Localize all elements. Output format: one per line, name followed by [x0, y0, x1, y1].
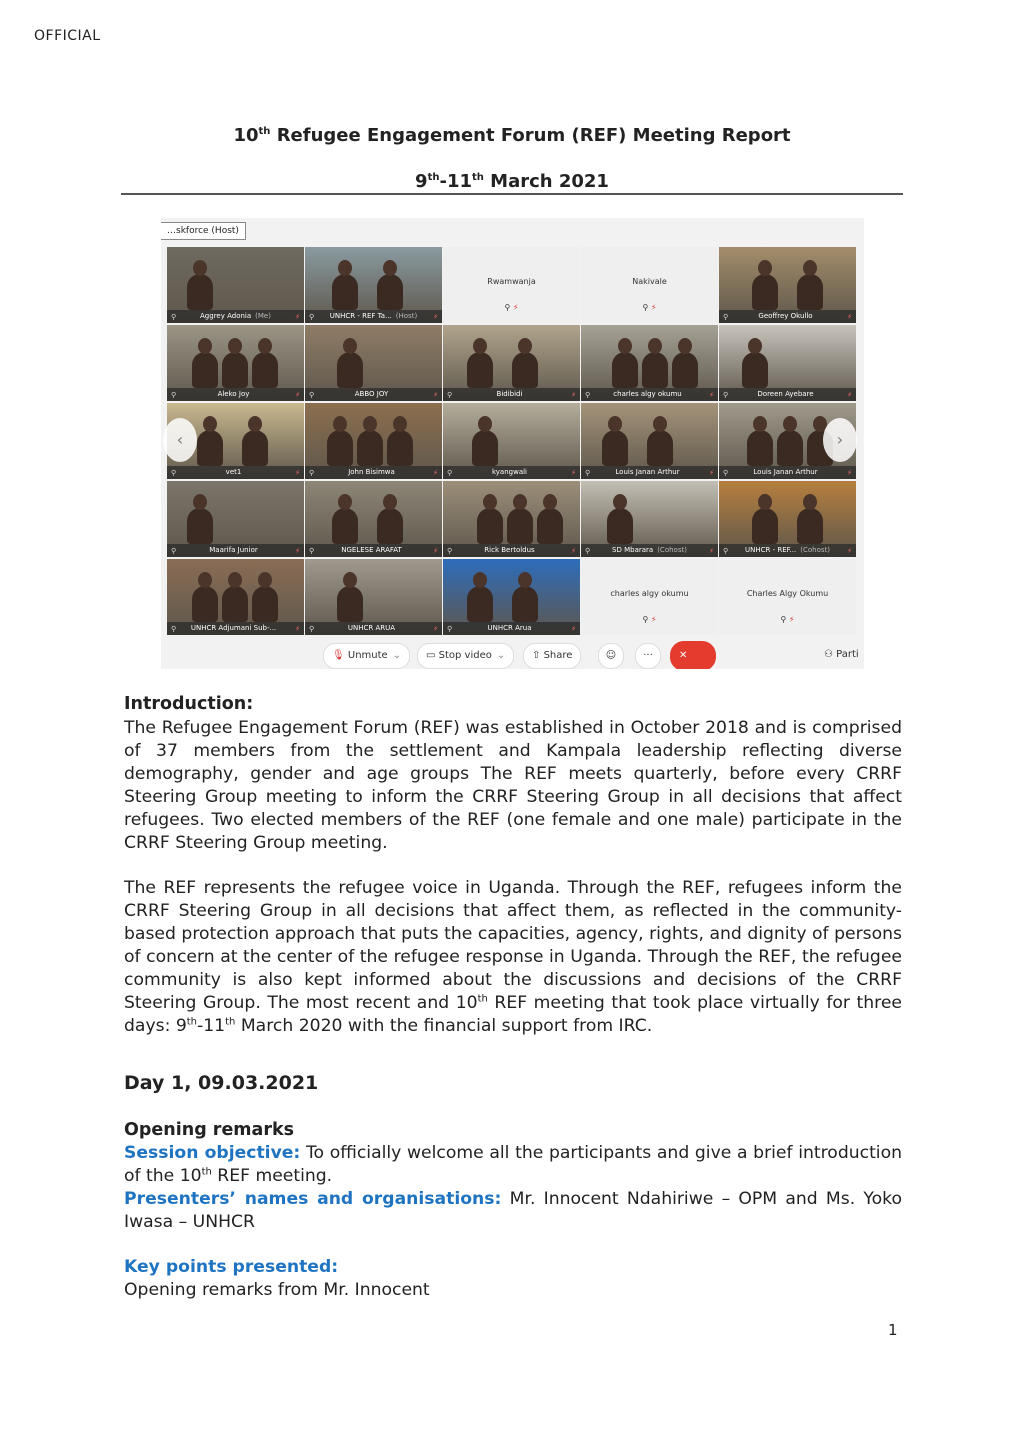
introduction-body	[124, 717, 902, 1038]
mic-muted-icon: ⚡	[433, 625, 438, 633]
participant-tile[interactable]	[581, 247, 718, 323]
participant-status-icons	[719, 615, 856, 624]
participant-figure	[747, 430, 773, 466]
mic-muted-icon: ⚡	[295, 391, 300, 399]
chevron-down-icon: ⌄	[392, 650, 402, 661]
participant-figure	[507, 508, 533, 544]
mic-muted-icon: ⚡	[295, 313, 300, 321]
participant-nameplate	[305, 310, 442, 323]
participant-figure	[467, 352, 493, 388]
participant-tile[interactable]	[167, 247, 304, 323]
participant-name: Louis Janan Arthur	[615, 468, 680, 476]
participant-nameplate	[305, 622, 442, 635]
participant-grid	[167, 247, 856, 635]
participant-figure	[252, 586, 278, 622]
participant-figure	[242, 430, 268, 466]
chevron-right-icon: ›	[836, 430, 844, 449]
day-1-heading: Day 1, 09.03.2021	[124, 1072, 319, 1094]
participant-nameplate	[167, 622, 304, 635]
mic-muted-icon: ⚡	[709, 391, 714, 399]
participant-figure	[332, 508, 358, 544]
participant-figure	[612, 352, 638, 388]
mic-muted-icon: ⚡	[847, 469, 852, 477]
participant-tile[interactable]	[167, 481, 304, 557]
mic-icon: ⚲	[171, 547, 177, 555]
participant-name: Doreen Ayebare	[757, 390, 814, 398]
participant-name: charles algy okumu	[613, 390, 682, 398]
mic-icon: ⚲	[642, 615, 649, 624]
participant-nameplate	[719, 466, 856, 479]
mic-icon: ⚲	[309, 625, 315, 633]
share-icon: ⇧	[532, 650, 541, 661]
mic-muted-icon: ⚡	[709, 469, 714, 477]
key-points-label: Key points presented:	[124, 1257, 339, 1277]
participant-name: ABBO JOY	[354, 390, 389, 398]
opening-remarks-heading: Opening remarks	[124, 1120, 295, 1140]
mic-icon: ⚲	[723, 391, 729, 399]
participant-tile[interactable]	[443, 481, 580, 557]
mic-icon: ⚲	[447, 625, 453, 633]
participant-name: Louis Janan Arthur	[753, 468, 818, 476]
mic-icon: ⚲	[723, 469, 729, 477]
participant-role-tag: (Host)	[395, 312, 418, 320]
mic-muted-icon: ⚡	[295, 547, 300, 555]
participant-nameplate	[305, 388, 442, 401]
camera-icon: ▭	[426, 650, 436, 661]
participant-tile[interactable]	[581, 325, 718, 401]
participant-nameplate	[443, 622, 580, 635]
participant-nameplate	[719, 544, 856, 557]
participant-tile[interactable]	[167, 325, 304, 401]
participant-figure	[752, 274, 778, 310]
participant-name: Charles Algy Okumu	[746, 589, 829, 598]
mic-muted-icon: ⚡	[847, 313, 852, 321]
participant-figure	[357, 430, 383, 466]
participant-nameplate	[581, 388, 718, 401]
participant-name: kyangwali	[491, 468, 528, 476]
participant-tile[interactable]	[581, 403, 718, 479]
mic-icon: ⚲	[723, 547, 729, 555]
participant-name: Rick Bertoldus	[484, 546, 535, 554]
participant-figure	[742, 352, 768, 388]
participant-figure	[252, 352, 278, 388]
participant-name: UNHCR Arua	[487, 624, 532, 632]
participant-name: SD Mbarara	[612, 546, 654, 554]
mic-icon: ⚲	[780, 615, 787, 624]
participant-name: UNHCR Adjumani Sub-...	[190, 624, 277, 632]
mic-muted-icon: ⚡	[295, 469, 300, 477]
participant-tile[interactable]	[719, 247, 856, 323]
participant-nameplate	[305, 466, 442, 479]
report-title: 10th Refugee Engagement Forum (REF) Meeting Report	[233, 125, 791, 146]
participant-name: UNHCR - REF...	[745, 546, 797, 554]
participant-figure	[642, 352, 668, 388]
participant-figure	[607, 508, 633, 544]
participant-tile[interactable]	[305, 325, 442, 401]
chevron-left-icon: ‹	[176, 430, 184, 449]
mic-muted-icon: ⚡	[433, 313, 438, 321]
participant-figure	[647, 430, 673, 466]
page-number: 1	[888, 1321, 898, 1339]
participant-role-tag: (Cohost)	[800, 546, 830, 554]
participant-name: vet1	[225, 468, 242, 476]
participant-figure	[192, 586, 218, 622]
participant-figure	[222, 586, 248, 622]
introduction-paragraph-2: The REF represents the refugee voice in Uganda. Through the REF, refugees inform the CRRF Steering Group in all decisions that affect them, as reflected in the community-based protection approach that puts the capacities, agency, rights, and dignity of persons of concern at the center of the refugee response in Uganda. Through the REF, the refugee community is also kept informed about the discussions and decisions of the CRRF Steering Group. The most recent and 10th REF meeting that took place virtually for three days: 9th-11th March 2020 with the financial support from IRC.	[124, 878, 902, 1036]
participant-status-icons	[443, 303, 580, 312]
people-icon: ⚇	[824, 649, 833, 660]
ellipsis-icon: ···	[643, 650, 653, 661]
participant-nameplate	[581, 466, 718, 479]
mic-muted-icon: ⚡	[433, 469, 438, 477]
mic-icon: ⚲	[171, 391, 177, 399]
introduction-heading: Introduction:	[124, 694, 254, 714]
report-dates: 9th-11th March 2021	[415, 171, 609, 192]
session-details	[124, 1142, 902, 1302]
mic-icon: ⚲	[585, 547, 591, 555]
participant-name: Rwamwanja	[487, 277, 536, 286]
participant-role-tag: (Cohost)	[657, 546, 687, 554]
title-divider	[121, 193, 903, 195]
mic-muted-icon: ⚡	[512, 303, 519, 312]
participant-figure	[777, 430, 803, 466]
participant-role-tag: (Me)	[255, 312, 271, 320]
participant-tile[interactable]	[719, 325, 856, 401]
stop-video-button[interactable]: ▭ Stop video ⌄	[417, 643, 514, 669]
leave-meeting-button[interactable]	[670, 641, 716, 669]
participant-figure	[187, 274, 213, 310]
participant-name: Bidibidi	[496, 390, 523, 398]
participant-nameplate	[167, 544, 304, 557]
smiley-icon: ☺	[605, 650, 617, 661]
meeting-screenshot	[161, 218, 864, 669]
participant-figure	[797, 274, 823, 310]
host-tag: …skforce (Host)	[161, 222, 246, 240]
participant-figure	[512, 586, 538, 622]
mic-icon: ⚲	[642, 303, 649, 312]
participant-nameplate	[167, 388, 304, 401]
meeting-controls	[161, 641, 864, 669]
participant-nameplate	[443, 466, 580, 479]
introduction-paragraph-1: The Refugee Engagement Forum (REF) was established in October 2018 and is comprised of 37 members from the settlement and Kampala leadership reflecting diverse demography, gender and age groups The REF meets quarterly, before every CRRF Steering Group meeting to inform the CRRF Steering Group in all decisions that affect refugees. Two elected members of the REF (one female and one male) participate in the CRRF Steering Group meeting.	[124, 718, 902, 853]
participant-tile[interactable]	[305, 403, 442, 479]
participant-nameplate	[443, 388, 580, 401]
next-page-button[interactable]	[823, 418, 857, 462]
participant-tile[interactable]	[443, 247, 580, 323]
participant-tile[interactable]	[719, 481, 856, 557]
mic-icon: ⚲	[171, 313, 177, 321]
participant-figure	[222, 352, 248, 388]
mic-icon: ⚲	[447, 469, 453, 477]
participant-name: Maarifa Junior	[209, 546, 258, 554]
unmute-button[interactable]: 🎙 Unmute ⌄	[323, 643, 410, 669]
participant-figure	[197, 430, 223, 466]
key-points-text: Opening remarks from Mr. Innocent	[124, 1280, 430, 1300]
participant-figure	[192, 352, 218, 388]
participant-figure	[337, 352, 363, 388]
mic-muted-icon: ⚡	[295, 625, 300, 633]
mic-muted-icon: ⚡	[650, 303, 657, 312]
participant-tile[interactable]	[443, 403, 580, 479]
participant-tile[interactable]	[305, 559, 442, 635]
participant-figure	[377, 508, 403, 544]
mic-muted-icon: ⚡	[709, 547, 714, 555]
participant-figure	[472, 430, 498, 466]
participant-status-icons	[581, 615, 718, 624]
classification-label: OFFICIAL	[34, 28, 101, 44]
more-button[interactable]	[635, 643, 661, 669]
participant-name: John Bisimwa	[348, 468, 395, 476]
mic-icon: ⚲	[171, 469, 177, 477]
participant-name: Geoffrey Okullo	[758, 312, 813, 320]
participant-figure	[752, 508, 778, 544]
participant-figure	[187, 508, 213, 544]
participant-name: UNHCR - REF Ta...	[329, 312, 392, 320]
participant-figure	[537, 508, 563, 544]
participant-tile[interactable]	[719, 559, 856, 635]
mic-icon: ⚲	[585, 391, 591, 399]
participant-name: Aggrey Adonia	[200, 312, 252, 320]
mic-muted-icon: ⚡	[847, 547, 852, 555]
participant-figure	[337, 586, 363, 622]
participant-name: Aleko Joy	[217, 390, 250, 398]
participant-tile[interactable]	[443, 325, 580, 401]
mic-muted-icon: ⚡	[571, 391, 576, 399]
session-objective: Session objective: To officially welcome all the participants and give a brief introduction of the 10th REF meeting.	[124, 1143, 902, 1186]
participant-name: Nakivale	[632, 277, 667, 286]
prev-page-button[interactable]	[163, 418, 197, 462]
participant-figure	[467, 586, 493, 622]
participant-nameplate	[167, 310, 304, 323]
participant-tile[interactable]	[305, 247, 442, 323]
mic-muted-icon: ⚡	[571, 547, 576, 555]
mic-icon: ⚲	[309, 547, 315, 555]
participant-figure	[377, 274, 403, 310]
participant-figure	[387, 430, 413, 466]
participant-tile[interactable]	[167, 559, 304, 635]
mic-icon: ⚲	[447, 391, 453, 399]
chevron-down-icon: ⌄	[496, 650, 506, 661]
reactions-button[interactable]	[598, 643, 624, 669]
mic-muted-icon: ⚡	[847, 391, 852, 399]
mic-muted-icon: ⚡	[571, 469, 576, 477]
participant-name: NGELESE ARAFAT	[341, 546, 402, 554]
mic-muted-icon: ⚡	[650, 615, 657, 624]
participant-tile[interactable]	[581, 481, 718, 557]
mic-icon: ⚲	[585, 469, 591, 477]
participant-nameplate	[443, 544, 580, 557]
participant-nameplate	[167, 466, 304, 479]
participant-name: charles algy okumu	[610, 589, 689, 598]
participant-tile[interactable]	[305, 481, 442, 557]
mic-icon: ⚲	[309, 313, 315, 321]
mic-icon: ⚲	[723, 313, 729, 321]
mic-icon: ⚲	[309, 469, 315, 477]
mic-off-icon: 🎙	[332, 650, 345, 661]
participant-nameplate	[719, 388, 856, 401]
participant-figure	[512, 352, 538, 388]
mic-muted-icon: ⚡	[571, 625, 576, 633]
mic-muted-icon: ⚡	[433, 391, 438, 399]
close-icon: ✕	[679, 650, 688, 661]
participant-figure	[797, 508, 823, 544]
participant-tile[interactable]	[443, 559, 580, 635]
mic-icon: ⚲	[504, 303, 511, 312]
participant-nameplate	[719, 310, 856, 323]
participant-figure	[332, 274, 358, 310]
participant-nameplate	[305, 544, 442, 557]
participant-nameplate	[581, 544, 718, 557]
participant-status-icons	[581, 303, 718, 312]
mic-icon: ⚲	[171, 625, 177, 633]
participants-button[interactable]: ⚇ Parti	[824, 649, 859, 660]
participant-figure	[602, 430, 628, 466]
presenters: Presenters’ names and organisations: Mr. Innocent Ndahiriwe – OPM and Ms. Yoko Iwasa – UNHCR	[124, 1189, 902, 1232]
participant-figure	[477, 508, 503, 544]
mic-muted-icon: ⚡	[788, 615, 795, 624]
participant-figure	[327, 430, 353, 466]
participant-tile[interactable]	[581, 559, 718, 635]
participant-figure	[672, 352, 698, 388]
mic-icon: ⚲	[447, 547, 453, 555]
mic-icon: ⚲	[309, 391, 315, 399]
mic-muted-icon: ⚡	[433, 547, 438, 555]
share-button[interactable]: ⇧ Share	[523, 643, 581, 669]
participant-name: UNHCR ARUA	[347, 624, 396, 632]
